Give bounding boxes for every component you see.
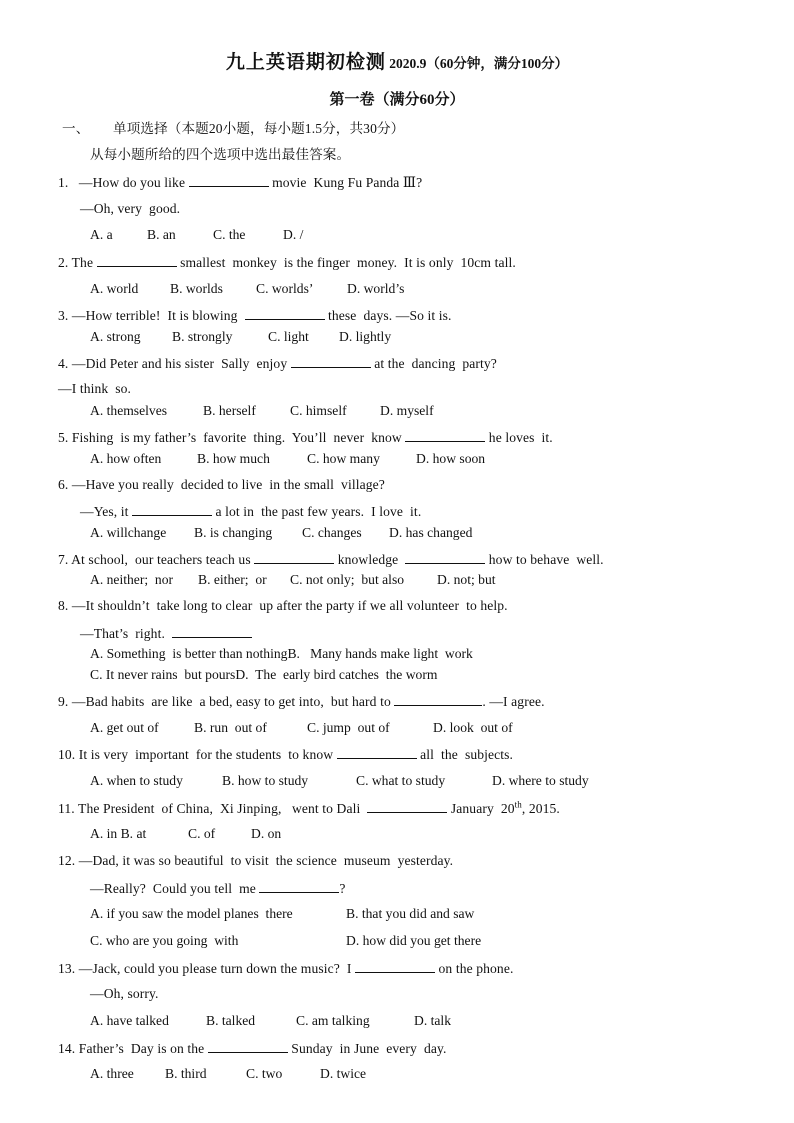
question-11: [58, 799, 560, 818]
q3-option-c[interactable]: C. light: [268, 329, 309, 344]
q1-option-b[interactable]: B. an: [147, 227, 176, 242]
q9-option-b[interactable]: B. run out of: [194, 720, 267, 735]
q7-blank-2[interactable]: [405, 550, 485, 564]
question-14: [58, 1039, 447, 1058]
q7-option-d[interactable]: D. not; but: [437, 572, 496, 587]
q12-option-a[interactable]: A. if you saw the model planes there: [90, 906, 293, 921]
q9-text-a: 9. —Bad habits are like a bed, easy to get into, but hard to: [58, 694, 395, 709]
q10-option-d[interactable]: D. where to study: [492, 773, 589, 788]
q13-option-b[interactable]: B. talked: [206, 1013, 256, 1028]
q12-blank[interactable]: [259, 879, 339, 893]
title-main: 九上英语期初检测: [225, 52, 386, 73]
section-number: 一、: [62, 121, 90, 136]
q3-text-a: 3. —How terrible! It is blowing: [58, 308, 245, 323]
q1-blank[interactable]: [189, 173, 269, 187]
question-2: [58, 253, 516, 272]
q6-option-d[interactable]: D. has changed: [389, 525, 473, 540]
q10-option-c[interactable]: C. what to study: [356, 773, 446, 788]
q6-option-c[interactable]: C. changes: [302, 525, 362, 540]
q3-option-a[interactable]: A. strong: [90, 329, 141, 344]
q7-blank-1[interactable]: [254, 550, 334, 564]
q4-reply: —I think so.: [58, 381, 132, 396]
q7-text-c: how to behave well.: [485, 552, 604, 567]
part-title: 第一卷（满分60分）: [329, 92, 465, 108]
q7-option-a[interactable]: A. neither; nor: [90, 572, 174, 587]
q3-option-d[interactable]: D. lightly: [339, 329, 392, 344]
q7-option-b[interactable]: B. either; or: [198, 572, 267, 587]
q11-option-c[interactable]: C. of: [188, 826, 216, 841]
q5-option-b[interactable]: B. how much: [197, 451, 270, 466]
q6-option-a[interactable]: A. willchange: [90, 525, 167, 540]
q2-option-a[interactable]: A. world: [90, 281, 139, 296]
q5-option-a[interactable]: A. how often: [90, 451, 162, 466]
q9-text-b: . —I agree.: [482, 694, 545, 709]
q4-option-d[interactable]: D. myself: [380, 403, 434, 418]
q6-blank[interactable]: [132, 502, 212, 516]
q13-text-a: 13. —Jack, could you please turn down the music? I: [58, 961, 356, 976]
q9-option-c[interactable]: C. jump out of: [307, 720, 390, 735]
q8-blank[interactable]: [172, 624, 252, 638]
exam-title: [0, 52, 794, 75]
q11-option-d[interactable]: D. on: [251, 826, 282, 841]
q7-option-c[interactable]: C. not only; but also: [290, 572, 405, 587]
q5-option-c[interactable]: C. how many: [307, 451, 380, 466]
q6-text-c: a lot in the past few years. I love it.: [212, 504, 422, 519]
q5-option-d[interactable]: D. how soon: [416, 451, 486, 466]
question-13: [58, 959, 513, 978]
q5-blank[interactable]: [405, 428, 485, 442]
q3-option-b[interactable]: B. strongly: [172, 329, 233, 344]
q1-reply: —Oh, very good.: [80, 201, 181, 216]
q10-option-a[interactable]: A. when to study: [90, 773, 183, 788]
q13-option-c[interactable]: C. am talking: [296, 1013, 370, 1028]
q13-option-d[interactable]: D. talk: [414, 1013, 451, 1028]
q2-option-d[interactable]: D. world’s: [347, 281, 405, 296]
q9-blank[interactable]: [394, 692, 482, 706]
question-10: [58, 745, 513, 764]
q2-option-c[interactable]: C. worlds’: [256, 281, 314, 296]
section-title: 单项选择（本题20小题，每小题1.5分，共30分）: [113, 121, 405, 136]
q13-blank[interactable]: [355, 959, 435, 973]
q5-text-b: he loves it.: [485, 430, 553, 445]
q3-blank[interactable]: [245, 306, 325, 320]
q1-option-d[interactable]: D. /: [283, 227, 304, 242]
q11-text-b: January 20: [447, 801, 515, 816]
q14-option-a[interactable]: A. three: [90, 1066, 134, 1081]
q10-option-b[interactable]: B. how to study: [222, 773, 309, 788]
q12-option-b[interactable]: B. that you did and saw: [346, 906, 475, 921]
q12-option-d[interactable]: D. how did you get there: [346, 933, 482, 948]
q11-options-ab[interactable]: A. in B. at: [90, 826, 147, 841]
q14-option-c[interactable]: C. two: [246, 1066, 283, 1081]
q3-text-b: these days. —So it is.: [324, 308, 452, 323]
q8-reply: [80, 624, 252, 643]
q6-reply: [80, 502, 421, 521]
q2-text-b: smallest monkey is the finger money. It is only 10cm tall.: [176, 255, 516, 270]
q14-text-a: 14. Father’s Day is on the: [58, 1041, 208, 1056]
q1-text-b: movie Kung Fu Panda Ⅲ?: [268, 175, 423, 190]
q11-text-a: 11. The President of China, Xi Jinping, went to Dali: [58, 801, 368, 816]
q1-option-c[interactable]: C. the: [213, 227, 246, 242]
q12-option-c[interactable]: C. who are you going with: [90, 933, 239, 948]
q6-option-b[interactable]: B. is changing: [194, 525, 273, 540]
q6-text-b: —Yes, it: [80, 504, 133, 519]
q4-option-a[interactable]: A. themselves: [90, 403, 168, 418]
title-info: 2020.9（60分钟，满分100分）: [385, 56, 569, 71]
q9-option-d[interactable]: D. look out of: [433, 720, 513, 735]
q14-blank[interactable]: [208, 1039, 288, 1053]
q10-text-a: 10. It is very important for the students to know: [58, 747, 337, 762]
q13-text-b: on the phone.: [435, 961, 514, 976]
q12-reply: [90, 879, 346, 898]
q14-text-b: Sunday in June every day.: [287, 1041, 447, 1056]
q5-text-a: 5. Fishing is my father’s favorite thing. You’ll never know: [58, 430, 406, 445]
q11-superscript: th: [514, 799, 522, 810]
q1-text-a: 1. —How do you like: [58, 175, 189, 190]
q4-option-b[interactable]: B. herself: [203, 403, 256, 418]
question-3: [58, 306, 452, 325]
q4-text-b: at the dancing party?: [370, 356, 497, 371]
question-4: [58, 354, 497, 373]
q9-option-a[interactable]: A. get out of: [90, 720, 159, 735]
q14-option-d[interactable]: D. twice: [320, 1066, 367, 1081]
q13-reply: —Oh, sorry.: [90, 986, 159, 1001]
question-1: [58, 173, 422, 192]
q1-option-a[interactable]: A. a: [90, 227, 113, 242]
question-8: 8. —It shouldn’t take long to clear up after the party if we all volunteer to help.: [58, 598, 508, 613]
q7-text-b: knowledge: [334, 552, 406, 567]
q2-text-a: 2. The: [58, 255, 97, 270]
q4-text-a: 4. —Did Peter and his sister Sally enjoy: [58, 356, 291, 371]
q4-option-c[interactable]: C. himself: [290, 403, 347, 418]
section-instruction: 从每小题所给的四个选项中选出最佳答案。: [90, 147, 351, 162]
q14-option-b[interactable]: B. third: [165, 1066, 207, 1081]
q12-text-b: —Really? Could you tell me: [90, 881, 260, 896]
q10-text-b: all the subjects.: [416, 747, 514, 762]
q13-option-a[interactable]: A. have talked: [90, 1013, 169, 1028]
q2-blank[interactable]: [97, 253, 177, 267]
q4-blank[interactable]: [291, 354, 371, 368]
q11-blank[interactable]: [367, 799, 447, 813]
q12-text-c: ?: [339, 881, 346, 896]
question-6: 6. —Have you really decided to live in the small village?: [58, 477, 385, 492]
question-5: [58, 428, 553, 447]
q2-option-b[interactable]: B. worlds: [170, 281, 223, 296]
q8-options-ab[interactable]: A. Something is better than nothingB. Many hands make light work: [90, 646, 473, 661]
q10-blank[interactable]: [337, 745, 417, 759]
q8-text-b: —That’s right.: [80, 626, 172, 641]
question-7: [58, 550, 604, 569]
question-9: [58, 692, 545, 711]
q11-text-c: , 2015.: [521, 801, 560, 816]
q8-options-cd[interactable]: C. It never rains but poursD. The early bird catches the worm: [90, 667, 438, 682]
question-12: 12. —Dad, it was so beautiful to visit the science museum yesterday.: [58, 853, 454, 868]
q7-text-a: 7. At school, our teachers teach us: [58, 552, 255, 567]
